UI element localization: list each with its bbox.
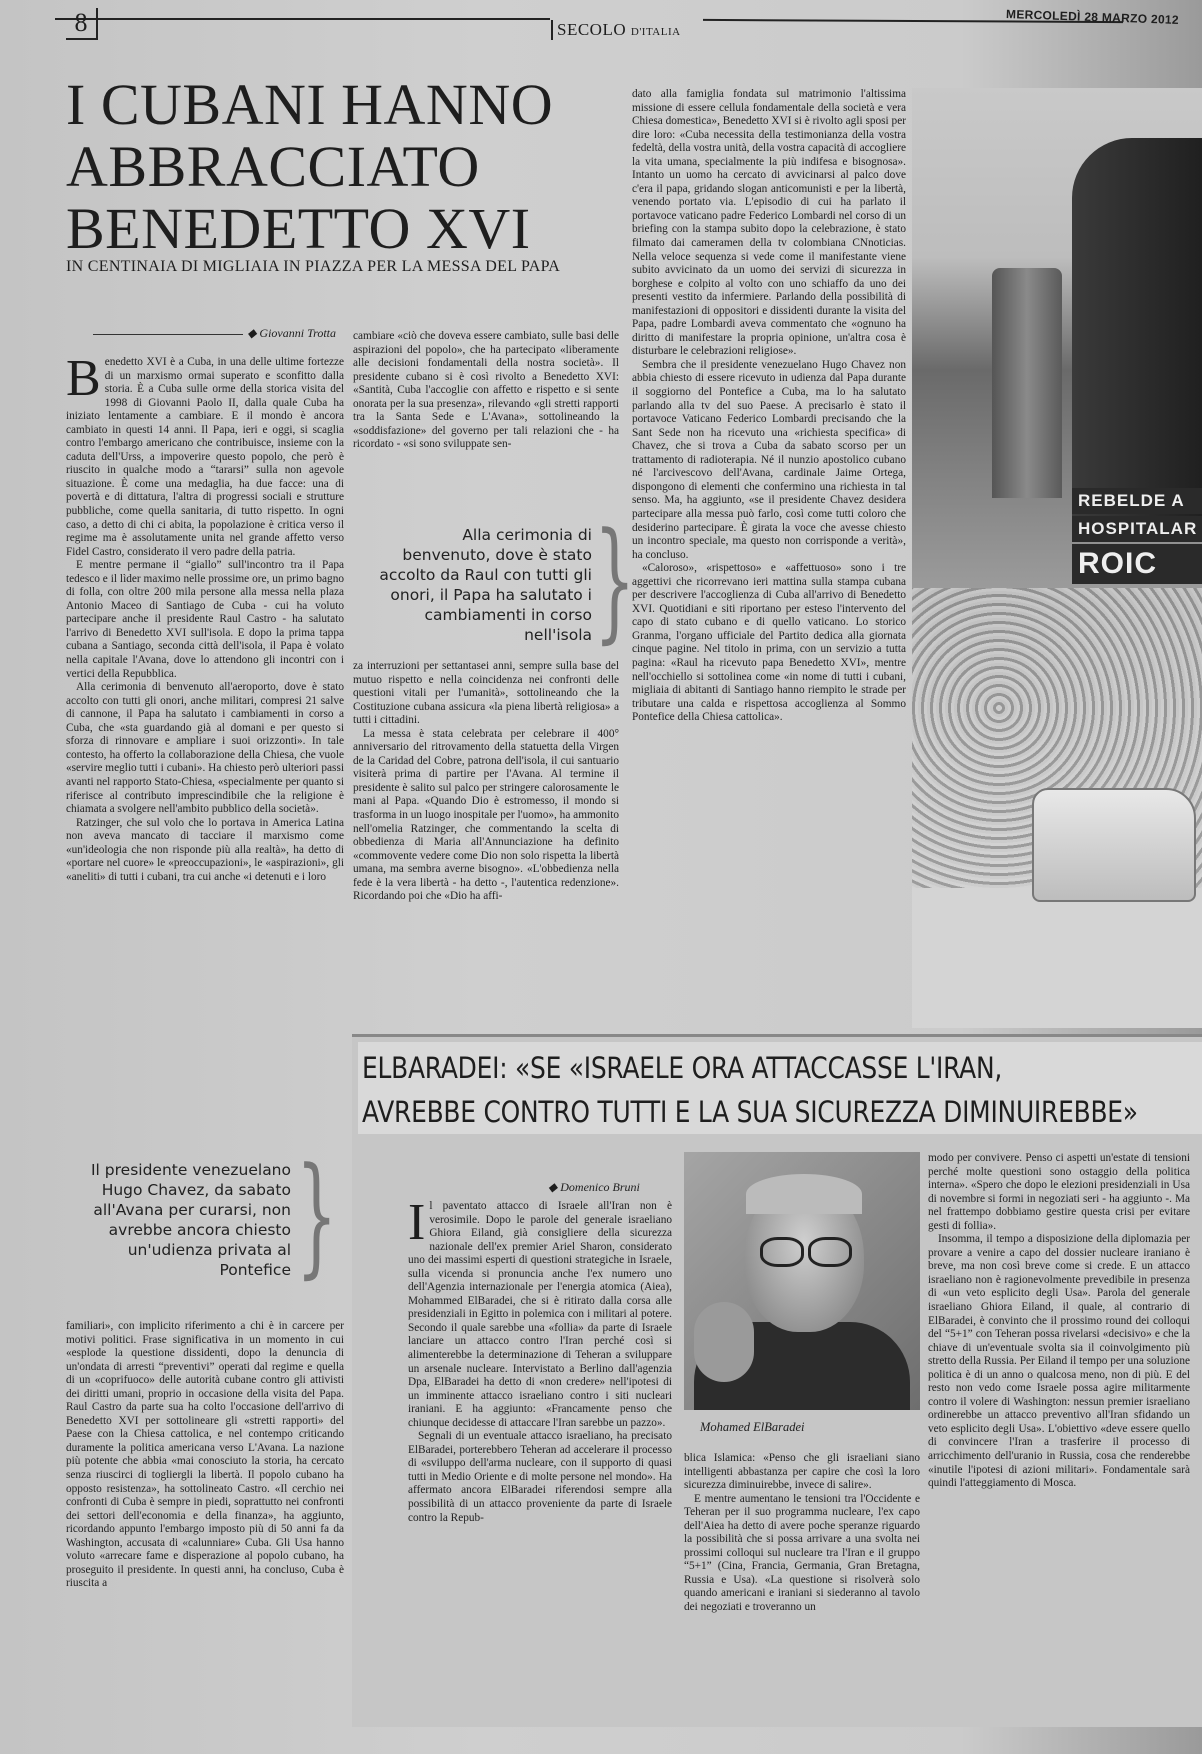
paragraph: Segnali di un eventuale attacco israeliano, ha precisato ElBaradei, porterebbero Teheran ad accelerare il processo di «sviluppo dell'arma nucleare, con il supporto di quasi tutti in Medio Oriente e di molte persone nel mondo». Ha affermato ancora ElBaradei riferendosi sempre alla possibilità di un attacco proveniente da parte di Israele contro la Repub- — [408, 1430, 672, 1524]
glasses-icon — [760, 1237, 804, 1267]
article-column-2-continued — [353, 660, 619, 1028]
photo-banner-text: HOSPITALAR — [1072, 516, 1202, 542]
photo-caption: Mohamed ElBaradei — [700, 1420, 805, 1434]
issue-date: MERCOLEDÌ 28 MARZO 2012 — [1005, 6, 1180, 28]
byline-diamond-icon: ◆ — [548, 1180, 558, 1194]
header-rule — [55, 18, 550, 20]
drop-cap: I — [408, 1200, 426, 1251]
paragraph: La messa è stata celebrata per celebrare il 400° anniversario del ritrovamento della statuetta della Virgen de la Caridad del Cobre, patrona dell'isola, il cui santuario visiterà prima di partire per l'Avana. Al termine il presidente è salito sul palco per stringere calorosamente le mani al Papa. «Quando Dio è estromesso, il mondo si trasforma in un luogo inospitale per l'uomo», ha ammonito nell'omelia Ratzinger, che commentando la scelta di obbedienza di Maria all'Annunciazione ha definito «commovente vedere come Dio non solo rispetta la libertà umana, ma sembra averne bisogno». «L'obbedienza nella fede è la vera libertà - ha detto -, l'autentica redenzione». Ricordando poi che «Dio ha affi- — [353, 727, 619, 903]
photo-banner-text: ROIC — [1072, 544, 1202, 584]
paragraph: Sembra che il presidente venezuelano Hugo Chavez non abbia chiesto di essere ricevuto in udienza dal Papa durante il soggiorno del Pontefice a Cuba, ma lo ha salutato parlando alla tv del suo Paese. A precisarlo è stato il portavoce Vaticano Federico Lombardi precisando che la Sant Sede non ha ricevuto una «richiesta specifica» di Chavez, che si trova a Cuba da sabato scorso per un trattamento di radioterapia. Né il nunzio apostolico cubano né l'arcivescovo dell'Avana, cardinale Jaime Ortega, dispongono di elementi che confermino una richiesta in tal senso. Ma, ha aggiunto, «se il presidente Chavez desidera partecipare alla messa può farlo, così come tutti coloro che desiderino partecipare. È girata la voce che avesse chiesto un incontro speciale, ma questo non corrisponde a verità», ha concluso. — [632, 358, 906, 561]
masthead-suffix: D'ITALIA — [630, 26, 681, 38]
article-headline: I CUBANI HANNO ABBRACCIATO BENEDETTO XVI — [66, 72, 554, 261]
photo-tower — [992, 268, 1062, 498]
glasses-icon — [808, 1237, 852, 1267]
paragraph: «Caloroso», «rispettoso» e «affettuoso» sono i tre aggettivi che ricorrevano ieri mattina sulla stampa cubana per descrivere l'accoglienza di Cuba all'arrivo di Benedetto XVI. Quotidiani e siti riportano per esteso l'intervento del capo di stato cubano e di quello vaticano. Lo storico Granma, l'organo ufficiale del Partito dedica alla giornata cinque pagine. Nel titolo in prima, con un servizio a tutta pagina: «Raul ha ricevuto papa Benedetto XVI», mentre nell'occhiello si sottolinea come «in nome di tutti i cubani, migliaia di abitanti di Santiago hanno riempito le strade per tributare una calda e rispettosa accoglienza al Sommo Pontefice della Chiesa cattolica». — [632, 562, 906, 724]
photo-banner-text: REBELDE A — [1072, 488, 1202, 514]
paragraph: enedetto XVI è a Cuba, in una delle ultime fortezze di un marxismo ormai superato e sconfitto dalla storia. È a Cuba sulle orme della storica visita del 1998 di Giovanni Paolo II, dalla quale Cuba ha iniziato lentamente a cambiare. E il mondo è ancora cambiato in questi 14 anni. Il Papa, ieri e oggi, si scaglia contro l'embargo americano che contribuisce, insieme con la caduta dell'Urss, a impoverire questo popolo, che però è riuscito in qualche modo a “tararsi” sulla non agevole situazione. È come una medaglia, ha due facce: una di povertà e di dittatura, l'altra di progressi sociali e strutture pubbliche, come quella sanitaria, di tutto rispetto. In ogni caso, a detto di chi ci abita, la popolazione è critica verso il regime ma è assolutamente unita nel grande affetto verso Fidel Castro, considerato il vero padre della patria. — [66, 356, 344, 558]
paragraph: cambiare «ciò che doveva essere cambiato, sulle basi delle aspirazioni del popolo», che ha partecipato «liberamente alle decisioni fondamentali della nostra società». Il presidente cubano si è così rivolto a Benedetto XVI: «Santità, Cuba l'accoglie con affetto e rispetto e si sente onorata per la sua presenza», rilevando «gli stretti rapporti tra la Santa Sede e L'Avana», sottolineando la «soddisfazione» del governo per tali relazioni che - ha ricordato - «si sono sviluppate sen- — [353, 330, 619, 451]
article-column-3 — [632, 88, 906, 1028]
paragraph: l paventato attacco di Israele all'Iran non è verosimile. Dopo le parole del generale israeliano Ghiora Eiland, già consigliere della sicurezza nazionale dell'ex premier Ariel Sharon, considerato uno dei massimi esperti di questioni strategiche in Israele, sulla vicenda si pronuncia anche l'ex numero uno dell'Agenzia internazionale per l'energia atomica (Aiea), Mohammed ElBaradei, che si è ritirato dalla corsa alle presidenziali in Egitto in polemica con i militari al potere. Secondo il quale sarebbe una «follia» da parte di Israele lanciare un attacco contro l'Iran perché così si alimenterebbe la determinazione di Teheran a sviluppare un arsenale nucleare. Intervistato a Berlino dall'agenzia Dpa, ElBaradei ha detto di «non credere» nell'ipotesi di un imminente attacco israeliano contro i siti nucleari iraniani. E ha aggiunto: «Francamente penso che chiunque decidesse di attaccare l'Iran sarebbe un pazzo». — [408, 1200, 672, 1429]
elbaradei-photo — [684, 1152, 920, 1410]
article-column-1-continued — [66, 1320, 344, 1716]
photo-figure — [1072, 138, 1202, 518]
article-column-2 — [353, 330, 619, 520]
paragraph: modo per convivere. Penso ci aspetti un'estate di tensioni perché molte questioni sono ostaggio della politica interna». «Spero che dopo le elezioni presidenziali in Usa di novembre si formi in negoziati seri - ha aggiunto -. Ma nel frattempo dobbiamo gestire questa crisi per evitare gesti di follia». — [928, 1152, 1190, 1232]
masthead-name: SECOLO — [557, 20, 627, 39]
paragraph: dato alla famiglia fondata sul matrimonio l'altissima missione di essere cellula fondamentale della società e vera Chiesa domestica», Benedetto XVI si è rivolto agli sposi per dire loro: «Cuba necessita della testimonianza della vostra fedeltà, della vostra unità, della vostra capacità di accogliere la vita umana, specialmente la più indifesa e bisognosa». Intanto un uomo ha cercato di avvicinarsi al palco dove c'era il papa, gridando slogan anticomunisti e per la libertà, venendo portato via. L'episodio di cui ha parlato il portavoce vaticano padre Federico Lombardi nel corso di un briefing con la stampa subito dopo la celebrazione, è stato filmato dai cameramen della tv colombiana CNnoticias. Nella veloce sequenza si vede come il manifestante viene subito avvicinato da un uomo dei servizi di sicurezza in borghese e colpito al volto con uno schiaffo da uno dei presenti vestito da infermiere. Parlando della possibilità di manifestazioni di oppositori e dissidenti durante la visita del Papa, padre Lombardi aveva commentato che «ognuno ha diritto di manifestare la propria opinione, un'altra cosa è disturbare le celebrazioni religiose». — [632, 88, 906, 358]
author-name: Giovanni Trotta — [259, 326, 336, 340]
author-name: Domenico Bruni — [560, 1180, 640, 1194]
photo-popemobile — [1032, 788, 1196, 902]
paragraph: familiari», con implicito riferimento a chi è in carcere per motivi politici. Frase significativa in un momento in cui «esplode la questione dissidenti, dopo la denuncia di un'ondata di arresti “preventivi” operati dal regime e quella di un «coprifuoco» delle autorità cubane contro gli attivisti dei diritti umani, proprio in occasione della visita del Papa. Raul Castro da parte sua ha colto l'occasione dell'arrivo di Benedetto XVI per sottolineare gli «stretti rapporti» del Paese con la Chiesa cattolica, e nel contempo criticando duramente la politica americana verso L'Avana. La nazione più potente che abbia «mai conosciuto la storia, ha cercato senza riuscirci di togliergli la libertà. Il popolo cubano ha opposto resistenza», ha sottolineato Castro. «Il cerchio nei confronti di Cuba è sempre in piedi, soprattutto nei confronti dei settori dell'economia e della finanza», ha aggiunto, ricordando appunto l'embargo imposto più di 50 anni fa da Washington, accusata di «calunniare» Cuba. Gli Usa hanno voluto «arrecare fame e disperazione al popolo cubano, ha proseguito il presidente. In questi anni, ha concluso, Cuba è riuscita a — [66, 1320, 344, 1590]
article2-column-2 — [684, 1452, 920, 1712]
byline — [66, 326, 336, 341]
paragraph: Alla cerimonia di benvenuto all'aeroporto, dove è stato accolto con tutti gli onori, anche militari, compresi 21 salve di cannone, il Papa ha salutato i cambiamenti in corso a Cuba, che «sta guardando già al domani e per questo si sforza di rinnovare e ampliare i suoi orizzonti». In tale contesto, ha offerto la collaborazione della Chiesa, che vuole «servire meglio tutti i cubani». Ha chiesto però ulteriori passi avanti nel rapporto Stato-Chiesa, «specialmente per quanto si riferisce al contributo imprescindibile che la religione è chiamata a svolgere nell'ambito pubblico della società». — [66, 681, 344, 816]
article2-column-3 — [928, 1152, 1190, 1712]
article-column-1 — [66, 356, 344, 1156]
photo-hair — [746, 1174, 862, 1214]
headline-line: AVREBBE CONTRO TUTTI E LA SUA SICUREZZA DIMINUIREBBE» — [362, 1095, 1138, 1129]
pope-crowd-photo — [912, 88, 1202, 1028]
paragraph: E mentre permane il “giallo” sull'incontro tra il Papa tedesco e il lìder maximo nelle prossime ore, un primo bagno di folla, con oltre 200 mila persone alla messa nella plaza Antonio Maceo di Santiago de Cuba - cui ha voluto partecipare anche il presidente Raul Castro - ha salutato l'arrivo di Benedetto XVI sull'isola. E dopo la prima tappa cubana a Santiago, seconda città dell'isola, il Papa è volato nella capitale l'Avana, dove lo attendono gli incontri con i vertici della Repubblica. — [66, 559, 344, 680]
paragraph: za interruzioni per settantasei anni, sempre sulla base del mutuo rispetto e nella coincidenza nei confronti delle questioni vitali per l'umanità», sottolineando che la Costituzione cubana assicura «la piena libertà religiosa» a tutti i cittadini. — [353, 660, 619, 727]
headline-line: ELBARADEI: «SE «ISRAELE ORA ATTACCASSE L'IRAN, — [362, 1051, 1003, 1085]
article-headline — [362, 1046, 1138, 1134]
article2-column-1 — [408, 1200, 672, 1712]
paragraph: E mentre aumentano le tensioni tra l'Occidente e Teheran per il suo programma nucleare, l'ex capo dell'Aiea ha detto di avere poche speranze riguardo la possibilità che si possa arrivare a una svolta nei prossimi colloqui sul nucleare tra l'Iran e il gruppo “5+1” (Cina, Francia, Germania, Gran Bretagna, Russia e Usa). «La questione si risolverà solo quando americani e iraniani si siederanno al tavolo dei negoziati e troveranno un — [684, 1492, 920, 1614]
paragraph: Insomma, il tempo a disposizione della diplomazia per provare a venire a capo del dossier nucleare iraniano è breve, ma non così breve come si crede. E un attacco israeliano non è ragionevolmente prevedibile in presenza di «un veto esplicito degli Usa». Parola del generale israeliano Ghiora Eiland, il quale, al contrario di ElBaradei, è convinto che il prossimo round dei colloqui del “5+1” con Teheran possa rivelarsi «decisivo» e che la chiave di un'eventuale svolta sia il coinvolgimento più stretto della Russia. Per Eiland il tempo per una soluzione politica è di un anno o qualcosa meno, non di più. E del resto non vedo come Israele possa agire militarmente contro il volere di Washington: nessun premier israeliano ordinerebbe un attacco preventivo all'Iran sfidando un veto esplicito degli Usa». L'obiettivo «deve essere quello di convincere l'Iran a trasferire il processo di arricchimento dell'uranio in Russia, cosa che renderebbe «inutile l'ipotesi di azioni militari». Fondamentale sarà quindi l'atteggiamento di Mosca. — [928, 1233, 1190, 1490]
byline-rule — [93, 334, 243, 335]
page-number: 8 — [66, 8, 98, 40]
drop-cap: B — [66, 356, 101, 407]
pull-quote: Alla cerimonia di benvenuto, dove è stato accolto da Raul con tutti gli onori, il Papa ha salutato i cambiamenti in corso nell'isola — [379, 526, 592, 644]
pull-quote: Il presidente venezuelano Hugo Chavez, da sabato all'Avana per curarsi, non avrebbe ancora chiesto un'udienza privata al Pontefice — [90, 1161, 291, 1279]
photo-hand — [694, 1302, 754, 1382]
brace-icon: } — [296, 1139, 338, 1291]
article-subhead: IN CENTINAIA DI MIGLIAIA IN PIAZZA PER LA MESSA DEL PAPA — [66, 258, 561, 275]
brace-icon: } — [594, 504, 636, 656]
paragraph: blica Islamica: «Penso che gli israeliani siano intelligenti abbastanza per capire che così la loro sicurezza diminuirebbe, invece di salire». — [684, 1452, 920, 1492]
photo-road — [912, 888, 1202, 1028]
paragraph: Ratzinger, che sul volo che lo portava in America Latina non aveva mancato di tacciare il marxismo come «un'ideologia che non risponde più alla realtà», ha detto di «portare nel cuore» le «preoccupazioni», le «aspirazioni», gli «aneliti» di tutti i cubani, tra cui anche «i detenuti e i loro — [66, 816, 344, 883]
byline — [548, 1180, 640, 1195]
byline-diamond-icon: ◆ — [247, 326, 257, 340]
masthead — [551, 20, 681, 40]
